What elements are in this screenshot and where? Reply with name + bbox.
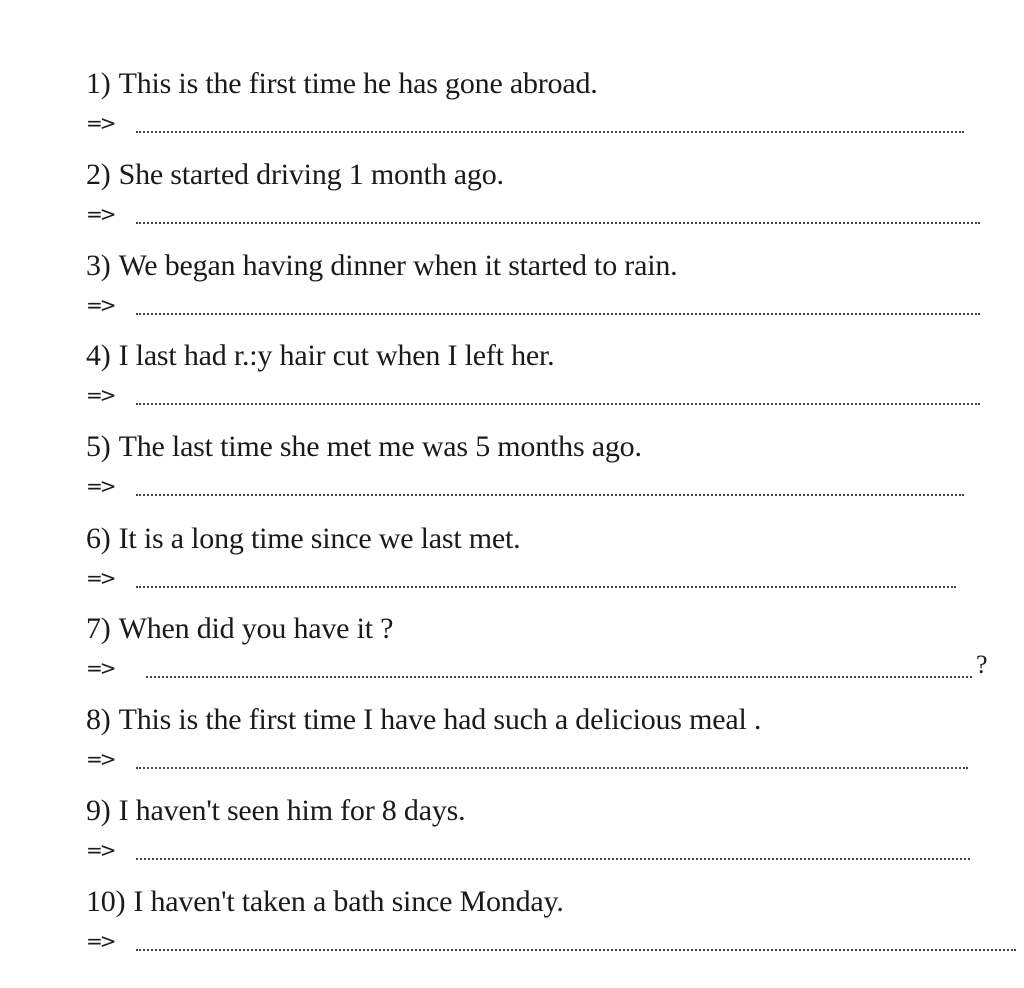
- exercise-number: 2): [86, 158, 111, 191]
- exercise-sentence: [86, 884, 564, 920]
- exercise-3: [0, 248, 1024, 338]
- answer-arrow: =>: [86, 474, 114, 498]
- answer-arrow: =>: [86, 838, 114, 862]
- answer-arrow: =>: [86, 293, 114, 317]
- answer-row[interactable]: [86, 111, 1024, 135]
- exercise-number: 7): [86, 612, 111, 645]
- answer-line[interactable]: [136, 494, 964, 496]
- exercise-1: [0, 66, 1024, 156]
- exercise-4: [0, 338, 1024, 428]
- exercise-10: [0, 884, 1024, 974]
- exercise-sentence: [86, 521, 520, 557]
- answer-arrow: =>: [86, 929, 114, 953]
- answer-line[interactable]: [136, 403, 980, 405]
- answer-row[interactable]: [86, 838, 1024, 862]
- exercise-number: 6): [86, 522, 111, 555]
- answer-line[interactable]: [136, 767, 968, 769]
- exercise-6: [0, 521, 1024, 611]
- exercise-2: [0, 157, 1024, 247]
- exercise-sentence: [86, 157, 504, 193]
- answer-arrow: =>: [86, 202, 114, 226]
- answer-line[interactable]: [136, 222, 980, 224]
- answer-row[interactable]: [86, 293, 1024, 317]
- exercise-text: This is the first time he has gone abroad.: [118, 67, 598, 100]
- exercise-sentence: [86, 66, 598, 102]
- exercise-text: She started driving 1 month ago.: [118, 158, 504, 191]
- answer-arrow: =>: [86, 383, 114, 407]
- answer-arrow: =>: [86, 111, 114, 135]
- exercise-text: We began having dinner when it started to rain.: [118, 249, 678, 282]
- answer-row[interactable]: [86, 566, 1024, 590]
- exercise-text: I haven't seen him for 8 days.: [118, 794, 466, 827]
- answer-arrow: =>: [86, 566, 114, 590]
- answer-line[interactable]: [136, 949, 1016, 951]
- exercise-text: I haven't taken a bath since Monday.: [133, 885, 564, 918]
- answer-row[interactable]: [86, 929, 1024, 953]
- exercise-text: The last time she met me was 5 months ago.: [118, 430, 642, 463]
- exercise-sentence: [86, 248, 677, 284]
- answer-row[interactable]: [86, 202, 1024, 226]
- exercise-number: 10): [86, 885, 126, 918]
- answer-question-mark: ?: [976, 650, 988, 679]
- answer-row[interactable]: [86, 383, 1024, 407]
- exercise-sentence: [86, 429, 642, 465]
- answer-line[interactable]: [146, 676, 972, 678]
- exercise-sentence: [86, 338, 554, 374]
- exercise-text: When did you have it ?: [118, 612, 394, 645]
- exercise-number: 5): [86, 430, 111, 463]
- exercise-9: [0, 793, 1024, 883]
- answer-row[interactable]: [86, 650, 1024, 680]
- answer-line[interactable]: [136, 131, 964, 133]
- exercise-number: 3): [86, 249, 111, 282]
- exercise-sentence: [86, 793, 465, 829]
- exercise-number: 9): [86, 794, 111, 827]
- answer-line[interactable]: [136, 858, 970, 860]
- answer-row[interactable]: [86, 474, 1024, 498]
- exercise-5: [0, 429, 1024, 519]
- exercise-8: [0, 702, 1024, 792]
- exercise-text: This is the first time I have had such a delicious meal .: [118, 703, 762, 736]
- exercise-text: It is a long time since we last met.: [118, 522, 521, 555]
- exercise-sentence: [86, 611, 393, 647]
- answer-line[interactable]: [136, 586, 956, 588]
- exercise-number: 8): [86, 703, 111, 736]
- exercise-sentence: [86, 702, 761, 738]
- answer-arrow: =>: [86, 747, 114, 771]
- exercise-number: 4): [86, 339, 111, 372]
- exercise-text: I last had r.:y hair cut when I left her.: [118, 339, 555, 372]
- exercise-7: [0, 611, 1024, 701]
- answer-arrow: =>: [86, 656, 114, 680]
- exercise-number: 1): [86, 67, 111, 100]
- answer-line[interactable]: [136, 313, 980, 315]
- answer-row[interactable]: [86, 747, 1024, 771]
